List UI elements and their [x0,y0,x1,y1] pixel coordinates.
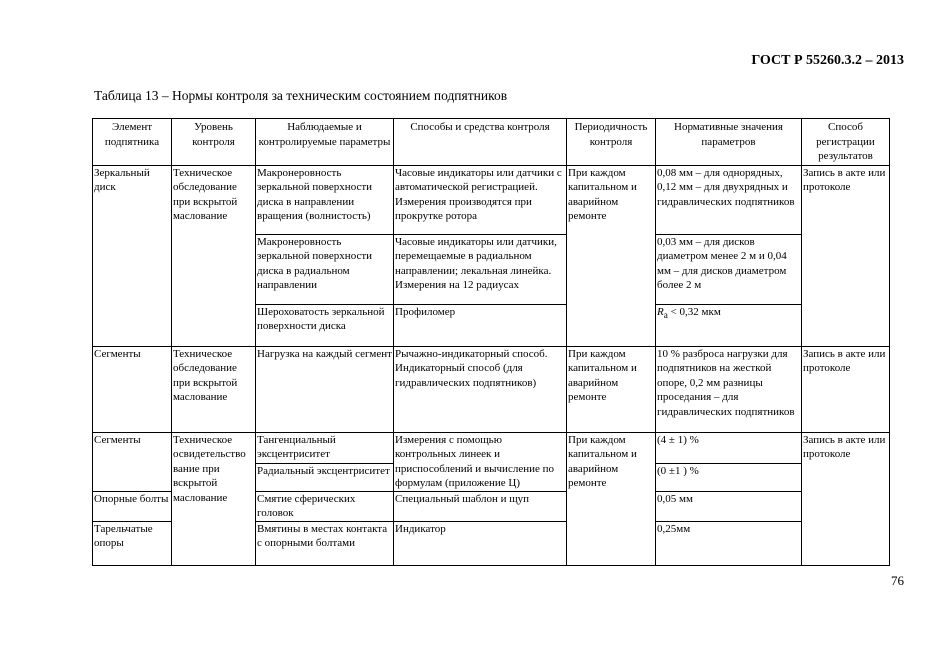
cell-method: Специальный шаблон и щуп [394,491,567,521]
cell-norm: 0,05 мм [656,491,802,521]
header-level: Уровень контроля [172,119,256,166]
cell-method: Часовые индикаторы или датчики, перемещаемые в радиальном направлении; лекальная линейка. Измерения на 12 радиусах [394,234,567,304]
cell-norm: 0,25мм [656,521,802,565]
cell-method: Профиломер [394,304,567,346]
cell-parameter: Тангенциальный эксцентриситет [256,432,394,463]
cell-periodicity: При каждом капитальном и аварийном ремонте [567,165,656,346]
cell-norm: (0 ±1 ) % [656,463,802,491]
cell-norm: (4 ± 1) % [656,432,802,463]
roughness-symbol: R [657,305,664,318]
page-number: 76 [891,573,904,588]
cell-parameter: Макронеровность зеркальной поверхности диска в радиальном направлении [256,234,394,304]
cell-parameter: Макронеровность зеркальной поверхности диска в направлении вращения (волнистость) [256,165,394,234]
cell-element: Опорные болты [93,491,172,521]
cell-method: Рычажно-индикаторный способ. Индикаторный способ (для гидравлических подпятников) [394,346,567,432]
cell-level: Техническое освидетельство вание при вскрытой маслование [172,432,256,565]
cell-method: Индикатор [394,521,567,565]
cell-norm [656,304,802,346]
header-norms: Нормативные значения параметров [656,119,802,166]
cell-method: Часовые индикаторы или датчики с автоматической регистрацией. Измерения производятся при прокрутке ротора [394,165,567,234]
cell-element: Тарельчатые опоры [93,521,172,565]
header-parameters: Наблюдаемые и контролируемые параметры [256,119,394,166]
cell-norm: 0,08 мм – для однорядных, 0,12 мм – для двухрядных и гидравлических подпятников [656,165,802,234]
cell-parameter: Шероховатость зеркальной поверхности диска [256,304,394,346]
roughness-subscript: a [663,309,668,320]
cell-norm: 10 % разброса нагрузки для подпятников на жесткой опоре, 0,2 мм разницы проседания – для гидравлических подпятников [656,346,802,432]
table-row [93,346,890,432]
cell-parameter: Радиальный эксцентриситет [256,463,394,491]
cell-periodicity: При каждом капитальном и аварийном ремонте [567,346,656,432]
norms-table [92,118,890,566]
cell-registration: Запись в акте или протоколе [802,432,890,565]
table-header-row [93,119,890,166]
cell-periodicity: При каждом капитальном и аварийном ремонте [567,432,656,565]
table-row [93,432,890,463]
header-registration: Способ регистрации результатов [802,119,890,166]
cell-level: Техническое обследование при вскрытой маслование [172,346,256,432]
table-row [93,165,890,234]
table-caption: Таблица 13 – Нормы контроля за техническим состоянием подпятников [94,88,508,103]
cell-registration: Запись в акте или протоколе [802,165,890,346]
cell-level: Техническое обследование при вскрытой маслование [172,165,256,346]
cell-method: Измерения с помощью контрольных линеек и приспособлений и вычисление по формулам (приложение Ц) [394,432,567,491]
document-code: ГОСТ Р 55260.3.2 – 2013 [751,53,904,68]
cell-norm: 0,03 мм – для дисков диаметром менее 2 м и 0,04 мм – для дисков диаметром более 2 м [656,234,802,304]
cell-parameter: Вмятины в местах контакта с опорными болтами [256,521,394,565]
cell-element: Зеркальный диск [93,165,172,346]
cell-element: Сегменты [93,432,172,491]
header-methods: Способы и средства контроля [394,119,567,166]
cell-parameter: Смятие сферических головок [256,491,394,521]
roughness-value: < 0,32 мкм [667,305,721,318]
cell-element: Сегменты [93,346,172,432]
header-periodicity: Периодичность контроля [567,119,656,166]
header-element: Элемент подпятника [93,119,172,166]
cell-parameter: Нагрузка на каждый сегмент [256,346,394,432]
cell-registration: Запись в акте или протоколе [802,346,890,432]
